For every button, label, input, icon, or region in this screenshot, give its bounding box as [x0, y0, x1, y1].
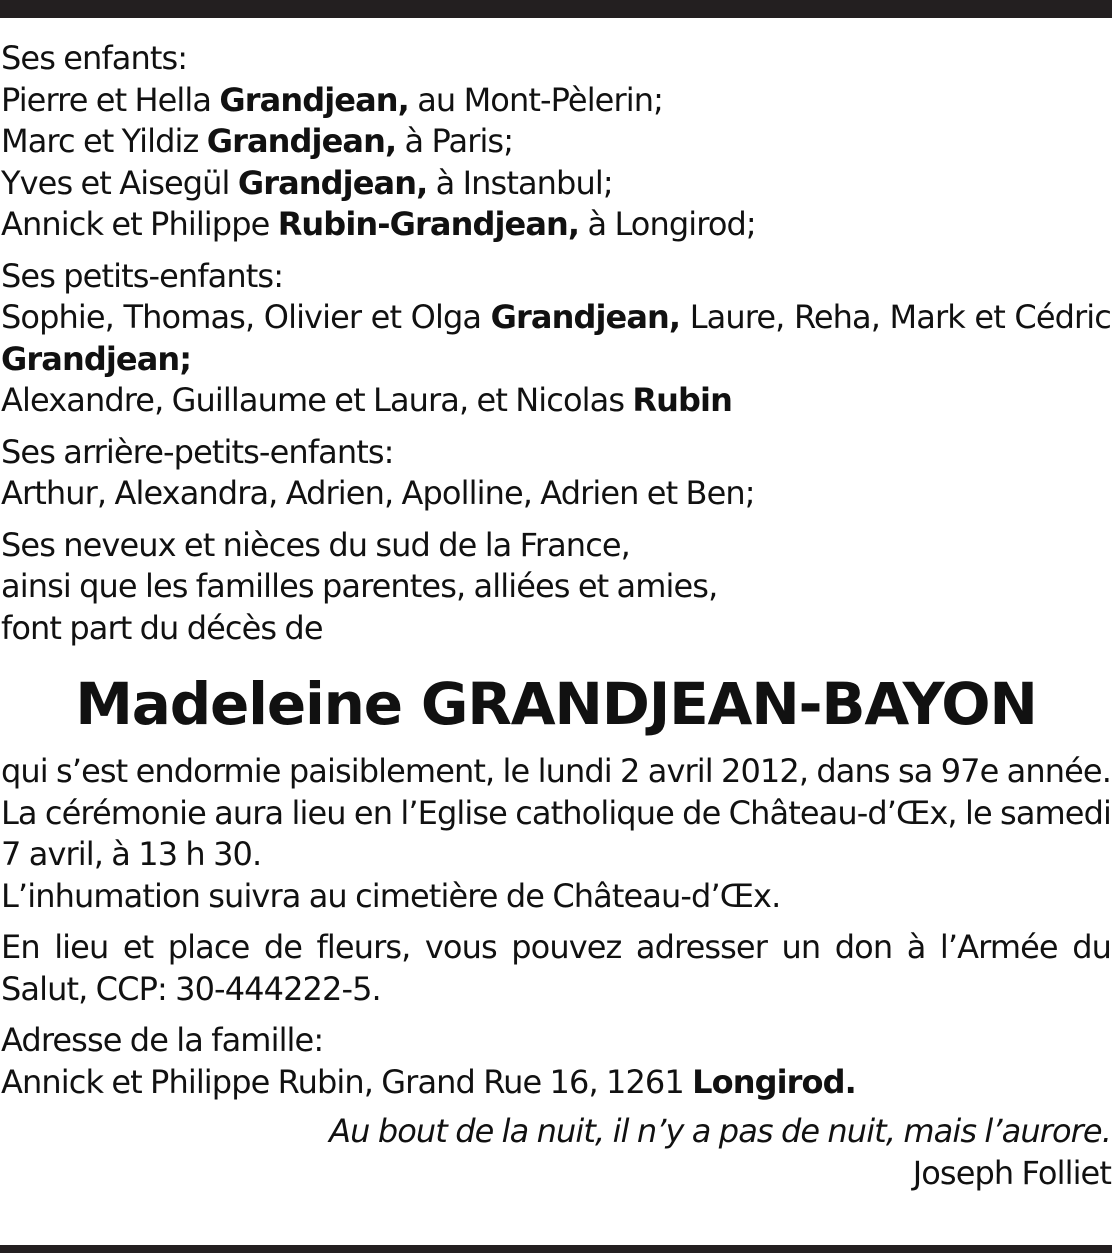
family-address-heading: Adresse de la famille:: [1, 1021, 324, 1059]
relatives-section: [1, 525, 1111, 650]
children-section: [1, 38, 1111, 246]
child-line: Pierre et Hella Grandjean, au Mont-Pèlerin;: [1, 80, 663, 119]
passing-details: qui s’est endormie paisiblement, le lundi 2 avril 2012, dans sa 97e année.: [1, 752, 1111, 790]
child-line: Annick et Philippe Rubin-Grandjean, à Longirod;: [1, 205, 756, 243]
details-section: [1, 751, 1111, 917]
surname: Grandjean,: [490, 298, 681, 336]
deceased-name: Madeleine GRANDJEAN-BAYON: [75, 670, 1037, 738]
quote-text: Au bout de la nuit, il n’y a pas de nuit, mais l’aurore.: [329, 1112, 1111, 1150]
donation-note: En lieu et place de fleurs, vous pouvez adresser un don à l’Armée du Salut, CCP: 30-444222-5.: [1, 928, 1111, 1008]
family-address: Annick et Philippe Rubin, Grand Rue 16, 1261 Longirod.: [1, 1062, 856, 1101]
surname: Grandjean,: [206, 122, 397, 160]
ceremony-details: La cérémonie aura lieu en l’Eglise catholique de Château-d’Œx, le samedi 7 avril, à 13 h 30.: [1, 793, 1111, 873]
surname: Grandjean,: [219, 80, 409, 119]
surname: Grandjean,: [237, 163, 428, 202]
grandchildren-line: Alexandre, Guillaume et Laura, et Nicolas Rubin: [1, 381, 732, 419]
quote-section: [1, 1111, 1111, 1194]
great-grandchildren-section: [1, 432, 1111, 515]
town: Longirod.: [692, 1062, 856, 1101]
surname: Grandjean;: [1, 339, 192, 378]
grandchildren-line: Sophie, Thomas, Olivier et Olga Grandjean, Laure, Reha, Mark et Cédric Grandjean;: [1, 298, 1111, 378]
relatives-line: font part du décès de: [1, 608, 323, 647]
top-rule: [0, 0, 1112, 18]
grandchildren-heading: Ses petits-enfants:: [1, 256, 284, 295]
obituary-notice: [1, 38, 1111, 1194]
children-heading: Ses enfants:: [1, 39, 188, 77]
relatives-line: ainsi que les familles parentes, alliées et amies,: [1, 567, 718, 605]
surname: Rubin: [632, 381, 732, 419]
grandchildren-section: [1, 256, 1111, 422]
quote-author: Joseph Folliet: [912, 1153, 1111, 1192]
relatives-line: Ses neveux et nièces du sud de la France,: [1, 525, 630, 564]
surname: Rubin-Grandjean,: [277, 205, 580, 243]
child-line: Marc et Yildiz Grandjean, à Paris;: [1, 122, 514, 160]
great-grandchildren-names: Arthur, Alexandra, Adrien, Apolline, Adrien et Ben;: [1, 474, 755, 512]
great-grandchildren-heading: Ses arrière-petits-enfants:: [1, 432, 394, 471]
burial-details: L’inhumation suivra au cimetière de Château-d’Œx.: [1, 876, 781, 915]
child-line: Yves et Aisegül Grandjean, à Instanbul;: [1, 163, 613, 202]
bottom-rule: [0, 1245, 1112, 1253]
family-address-section: [1, 1020, 1111, 1103]
